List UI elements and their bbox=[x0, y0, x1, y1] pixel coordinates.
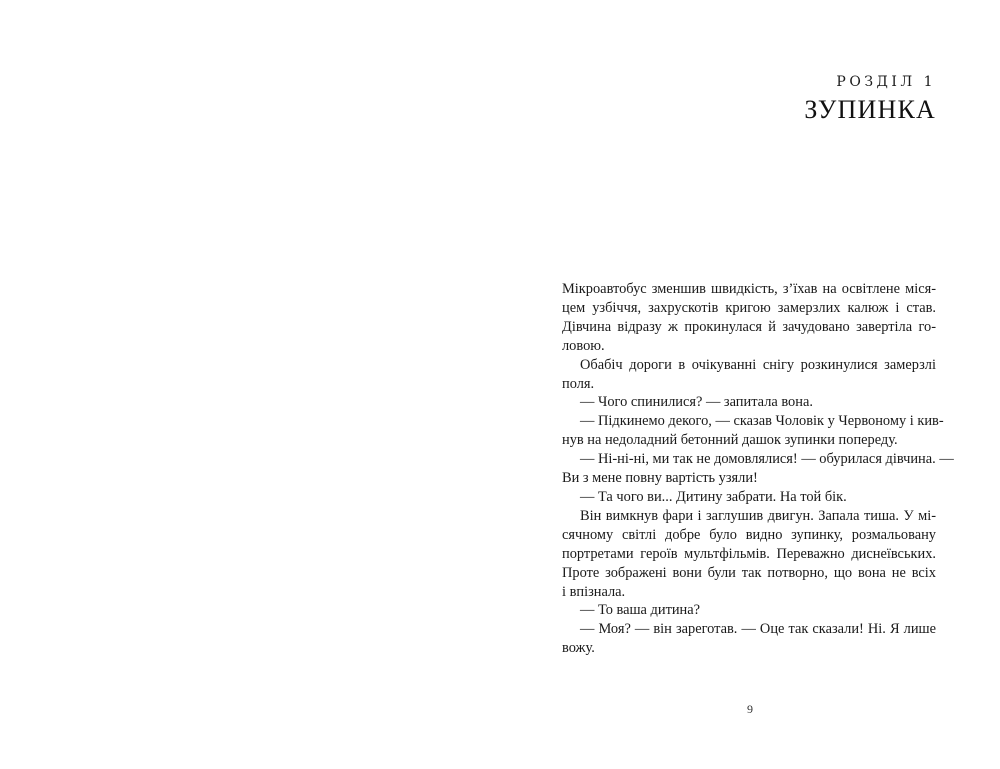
text-line: — Та чого ви... Дитину забрати. На той бік. bbox=[580, 488, 847, 505]
text-line: Проте зображені вони були так потворно, що вона не всіх bbox=[562, 564, 936, 581]
text-line: вожу. bbox=[562, 640, 595, 657]
text-line: — Чого спинилися? — запитала вона. bbox=[580, 394, 813, 411]
text-line: — Ні-ні-ні, ми так не домовлялися! — обурилася дівчина. — bbox=[580, 451, 954, 468]
text-line: — То ваша дитина? bbox=[580, 602, 701, 619]
chapter-label: РОЗДІЛ 1 bbox=[836, 74, 936, 90]
text-line: і впізнала. bbox=[562, 583, 626, 600]
text-line: нув на недоладний бетонний дашок зупинки попереду. bbox=[562, 432, 898, 449]
text-line: сячному світлі добре було видно зупинку, розмальовану bbox=[562, 526, 936, 543]
text-line: Ви з мене повну вартість узяли! bbox=[562, 470, 758, 487]
page-number: 9 bbox=[747, 702, 753, 716]
chapter-body-text bbox=[562, 280, 954, 658]
text-line: Він вимкнув фари і заглушив двигун. Запала тиша. У мі- bbox=[580, 507, 936, 524]
text-line: поля. bbox=[562, 375, 595, 392]
text-line: цем узбіччя, захрускотів кригою замерзлих калюж і став. bbox=[562, 299, 936, 316]
right-page bbox=[500, 0, 1000, 769]
text-line: ловою. bbox=[562, 337, 605, 354]
text-line: — Підкинемо декого, — сказав Чоловік у Червоному і кив- bbox=[580, 413, 944, 430]
text-line: Мікроавтобус зменшив швидкість, з’їхав на освітлене міся- bbox=[562, 281, 936, 297]
text-line: Обабіч дороги в очікуванні снігу розкинулися замерзлі bbox=[580, 356, 936, 373]
chapter-title: ЗУПИНКА bbox=[804, 95, 936, 124]
text-line: Дівчина відразу ж прокинулася й зачудовано завертіла го- bbox=[562, 318, 936, 335]
text-line: — Моя? — він зареготав. — Оце так сказали! Ні. Я лише bbox=[580, 621, 936, 638]
text-line: портретами героїв мультфільмів. Переважно диснеївських. bbox=[562, 545, 936, 562]
